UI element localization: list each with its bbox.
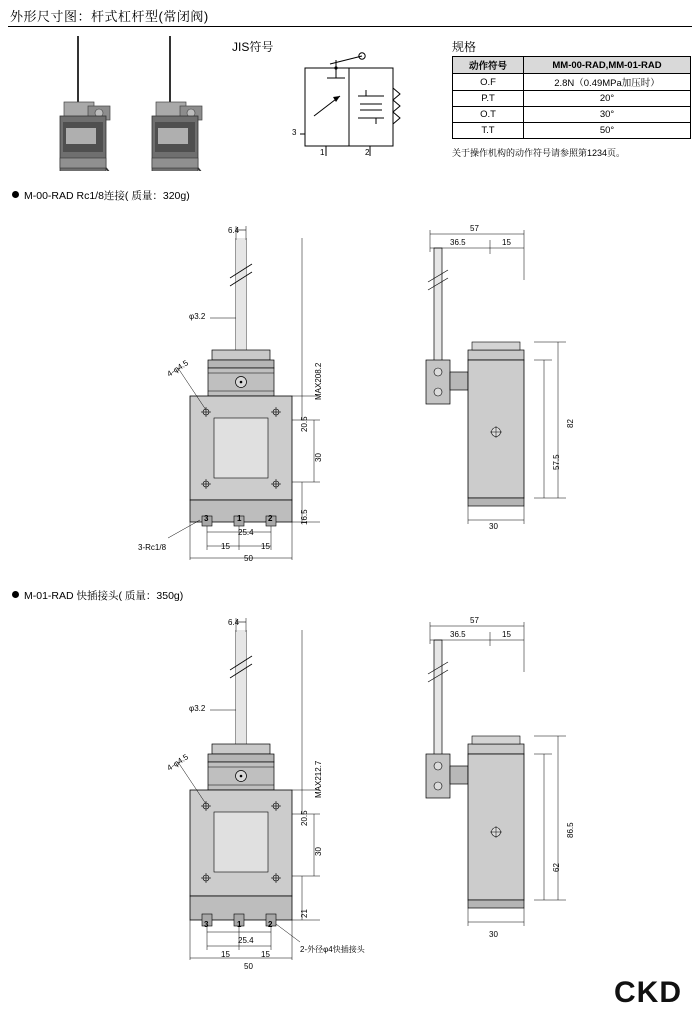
m01-dim-15-left: 15	[221, 950, 230, 959]
m00-label-4-phi4.5: 4-φ4.5	[165, 358, 190, 379]
m01-dim-25.4: 25.4	[238, 936, 254, 945]
m01-dim-phi3.2: φ3.2	[189, 704, 206, 713]
m01-dim-30: 30	[314, 847, 323, 856]
jis-port-3: 3	[292, 128, 297, 137]
m00-dim-15-left: 15	[221, 542, 230, 551]
spec-col-0: 动作符号	[453, 57, 524, 74]
jis-symbol-drawing	[300, 44, 410, 164]
m01-front-view	[150, 612, 360, 972]
m00-dim-16.5: 16.5	[300, 509, 309, 525]
m00-side-dim-15: 15	[502, 238, 511, 247]
jis-port-2: 2	[365, 148, 370, 157]
m00-side-dim-36.5: 36.5	[450, 238, 466, 247]
spec-table	[452, 56, 691, 139]
brand-logo: CKD	[614, 976, 682, 1009]
spec-row-2-key: O.T	[453, 107, 524, 123]
m01-label-4-phi4.5: 4-φ4.5	[165, 752, 190, 773]
spec-row-2-value: 30°	[524, 107, 691, 123]
table-row	[453, 107, 691, 123]
section-heading-m00-text: M-00-RAD Rc1/8连接( 质量：320g)	[24, 190, 190, 202]
table-row	[453, 74, 691, 91]
m01-side-view	[400, 612, 610, 942]
spec-table-label: 规格	[452, 40, 477, 54]
spec-note: 关于操作机构的动作符号请参照第1234页。	[452, 148, 626, 158]
m01-dim-15-right: 15	[261, 950, 270, 959]
product-photo-group	[30, 36, 220, 171]
m01-side-dim-36.5: 36.5	[450, 630, 466, 639]
m01-side-dim-30: 30	[489, 930, 498, 939]
m00-dim-max208.2: MAX208.2	[314, 362, 323, 400]
spec-row-3-value: 50°	[524, 123, 691, 139]
spec-col-1: MM-00-RAD,MM-01-RAD	[524, 57, 691, 74]
table-header-row	[453, 57, 691, 74]
m00-port-1: 1	[237, 514, 242, 523]
spec-row-0-key: O.F	[453, 74, 524, 91]
m01-dim-21: 21	[300, 909, 309, 918]
m00-dim-50: 50	[244, 554, 253, 563]
section-heading-m00	[12, 188, 190, 203]
spec-row-1-value: 20°	[524, 91, 691, 107]
table-row	[453, 91, 691, 107]
m01-side-dim-86.5: 86.5	[566, 822, 575, 838]
m00-side-view	[400, 220, 610, 540]
m01-dim-max212.7: MAX212.7	[314, 760, 323, 798]
m00-callout-3-rc18: 3-Rc1/8	[138, 543, 167, 552]
m00-side-dim-82: 82	[566, 419, 575, 428]
jis-port-1: 1	[320, 148, 325, 157]
m01-dim-6.4: 6.4	[228, 618, 240, 627]
m00-port-3: 3	[204, 514, 209, 523]
page-title: 外形尺寸图：杆式杠杆型(常闭阀)	[10, 9, 209, 24]
m00-dim-30: 30	[314, 453, 323, 462]
m01-port-1: 1	[237, 920, 242, 929]
m01-port-2: 2	[268, 920, 273, 929]
m01-dim-50: 50	[244, 962, 253, 971]
m01-side-dim-57: 57	[470, 616, 479, 625]
m01-side-dim-62: 62	[552, 863, 561, 872]
m00-port-2: 2	[268, 514, 273, 523]
title-divider	[8, 26, 692, 27]
bullet-icon	[12, 591, 19, 598]
m01-port-3: 3	[204, 920, 209, 929]
table-row	[453, 123, 691, 139]
m00-dim-phi3.2: φ3.2	[189, 312, 206, 321]
m01-dim-20.5: 20.5	[300, 810, 309, 826]
m01-side-dim-15: 15	[502, 630, 511, 639]
m00-front-view	[150, 220, 360, 560]
m00-dim-25.4: 25.4	[238, 528, 254, 537]
m00-dim-6.4: 6.4	[228, 226, 240, 235]
m00-side-dim-57: 57	[470, 224, 479, 233]
section-heading-m01-text: M-01-RAD 快插接头( 质量：350g)	[24, 590, 184, 602]
spec-row-0-value: 2.8N（0.49MPa加压时）	[524, 74, 691, 91]
m00-dim-15-right: 15	[261, 542, 270, 551]
m00-side-dim-30: 30	[489, 522, 498, 531]
m01-callout-fitting: 2-外径φ4快插接头	[300, 945, 365, 954]
section-heading-m01	[12, 588, 183, 603]
m00-side-dim-57.5: 57.5	[552, 454, 561, 470]
spec-row-3-key: T.T	[453, 123, 524, 139]
bullet-icon	[12, 191, 19, 198]
jis-symbol-label: JIS符号	[232, 40, 274, 54]
m00-dim-20.5: 20.5	[300, 416, 309, 432]
spec-row-1-key: P.T	[453, 91, 524, 107]
